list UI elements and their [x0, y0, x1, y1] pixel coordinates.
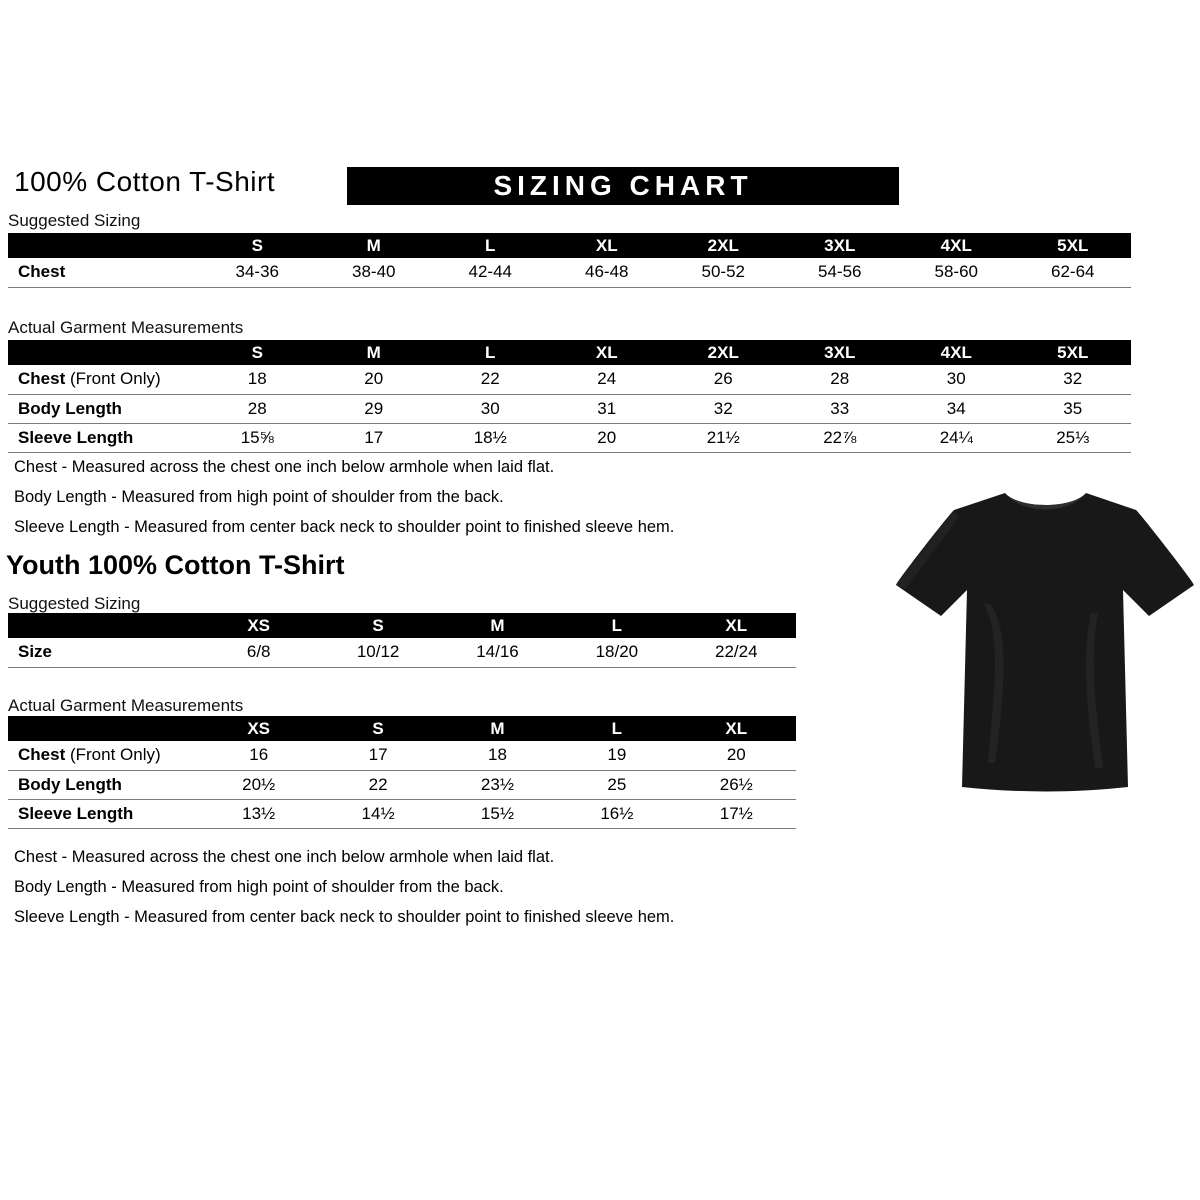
note-sleeve-length: Sleeve Length - Measured from center back neck to shoulder point to finished sleeve hem. [14, 908, 675, 926]
value-cell: 34-36 [199, 258, 316, 287]
row-label-cell: Chest [8, 258, 199, 287]
header-cell: 5XL [1015, 233, 1132, 258]
header-cell: S [199, 340, 316, 365]
value-cell: 46-48 [549, 258, 666, 287]
adult-actual-table [8, 340, 1131, 453]
header-cell: L [557, 716, 676, 741]
header-cell: S [318, 613, 437, 638]
value-cell: 18/20 [557, 638, 676, 667]
header-blank-cell [8, 613, 199, 638]
value-cell: 34 [898, 394, 1015, 423]
value-cell: 24¼ [898, 423, 1015, 452]
value-cell: 25⅓ [1015, 423, 1132, 452]
value-cell: 18 [199, 365, 316, 394]
header-cell: XS [199, 716, 318, 741]
header-row [8, 613, 796, 638]
header-row [8, 233, 1131, 258]
header-cell: 5XL [1015, 340, 1132, 365]
table-row [8, 423, 1131, 452]
value-cell: 17 [318, 741, 437, 770]
value-cell: 16 [199, 741, 318, 770]
value-cell: 15½ [438, 799, 557, 828]
note-chest: Chest - Measured across the chest one inch below armhole when laid flat. [14, 848, 555, 866]
header-cell: XL [677, 613, 796, 638]
adult-actual-label: Actual Garment Measurements [8, 318, 244, 337]
header-row [8, 340, 1131, 365]
value-cell: 42-44 [432, 258, 549, 287]
table-row [8, 799, 796, 828]
note-body-length: Body Length - Measured from high point of shoulder from the back. [14, 488, 504, 506]
row-label-cell: Size [8, 638, 199, 667]
value-cell: 29 [316, 394, 433, 423]
tshirt-silhouette [893, 463, 1198, 815]
value-cell: 10/12 [318, 638, 437, 667]
value-cell: 20 [677, 741, 796, 770]
value-cell: 14/16 [438, 638, 557, 667]
value-cell: 21½ [665, 423, 782, 452]
value-cell: 50-52 [665, 258, 782, 287]
value-cell: 6/8 [199, 638, 318, 667]
note-body-length: Body Length - Measured from high point of shoulder from the back. [14, 878, 504, 896]
value-cell: 19 [557, 741, 676, 770]
value-cell: 26½ [677, 770, 796, 799]
value-cell: 22⅞ [782, 423, 899, 452]
adult-suggested-table [8, 233, 1131, 288]
youth-suggested-table [8, 613, 796, 668]
value-cell: 13½ [199, 799, 318, 828]
row-label-cell [8, 365, 199, 394]
value-cell: 20 [549, 423, 666, 452]
row-label-cell [8, 770, 199, 799]
value-cell: 22/24 [677, 638, 796, 667]
value-cell: 22 [318, 770, 437, 799]
header-cell: XL [549, 340, 666, 365]
row-label-cell [8, 423, 199, 452]
value-cell: 62-64 [1015, 258, 1132, 287]
header-cell: S [199, 233, 316, 258]
header-blank-cell [8, 233, 199, 258]
table-row [8, 770, 796, 799]
row-label-note: (Front Only) [65, 745, 161, 765]
row-label-text: Body Length [18, 398, 122, 418]
value-cell: 17½ [677, 799, 796, 828]
tshirt-image [893, 463, 1198, 815]
header-blank-cell [8, 340, 199, 365]
row-label-note: (Front Only) [65, 369, 161, 389]
note-sleeve-length: Sleeve Length - Measured from center back neck to shoulder point to finished sleeve hem. [14, 518, 675, 536]
value-cell: 38-40 [316, 258, 433, 287]
table-row [8, 394, 1131, 423]
header-cell: L [557, 613, 676, 638]
value-cell: 25 [557, 770, 676, 799]
adult-suggested-label: Suggested Sizing [8, 211, 141, 230]
sizing-chart-banner-text: SIZING CHART [493, 170, 753, 201]
header-cell: 2XL [665, 340, 782, 365]
table-row [8, 258, 1131, 287]
value-cell: 54-56 [782, 258, 899, 287]
youth-actual-label: Actual Garment Measurements [8, 696, 244, 715]
header-cell: M [316, 233, 433, 258]
header-cell: S [318, 716, 437, 741]
youth-title: Youth 100% Cotton T-Shirt [6, 550, 345, 580]
youth-actual-table [8, 716, 796, 829]
header-cell: XL [549, 233, 666, 258]
value-cell: 28 [199, 394, 316, 423]
header-cell: XS [199, 613, 318, 638]
table-row [8, 365, 1131, 394]
row-label-cell [8, 394, 199, 423]
value-cell: 30 [898, 365, 1015, 394]
value-cell: 24 [549, 365, 666, 394]
value-cell: 28 [782, 365, 899, 394]
header-cell: M [438, 716, 557, 741]
value-cell: 14½ [318, 799, 437, 828]
youth-suggested-label: Suggested Sizing [8, 594, 141, 613]
header-cell: XL [677, 716, 796, 741]
value-cell: 17 [316, 423, 433, 452]
sizing-chart-banner [347, 167, 899, 205]
header-cell: 4XL [898, 233, 1015, 258]
value-cell: 35 [1015, 394, 1132, 423]
value-cell: 22 [432, 365, 549, 394]
page-title: 100% Cotton T-Shirt [14, 166, 276, 197]
row-label-text: Chest [18, 745, 66, 765]
header-cell: L [432, 340, 549, 365]
adult-measurement-notes [14, 452, 674, 542]
value-cell: 33 [782, 394, 899, 423]
value-cell: 18½ [432, 423, 549, 452]
value-cell: 58-60 [898, 258, 1015, 287]
header-cell: 3XL [782, 340, 899, 365]
header-cell: 3XL [782, 233, 899, 258]
youth-measurement-notes [14, 842, 674, 932]
header-cell: 2XL [665, 233, 782, 258]
table-row [8, 741, 796, 770]
header-cell: M [438, 613, 557, 638]
note-chest: Chest - Measured across the chest one inch below armhole when laid flat. [14, 458, 555, 476]
header-cell: M [316, 340, 433, 365]
header-cell: L [432, 233, 549, 258]
value-cell: 20½ [199, 770, 318, 799]
value-cell: 32 [1015, 365, 1132, 394]
value-cell: 31 [549, 394, 666, 423]
value-cell: 18 [438, 741, 557, 770]
value-cell: 32 [665, 394, 782, 423]
row-label-cell [8, 741, 199, 770]
value-cell: 23½ [438, 770, 557, 799]
header-cell: 4XL [898, 340, 1015, 365]
header-blank-cell [8, 716, 199, 741]
value-cell: 20 [316, 365, 433, 394]
row-label-text: Body Length [18, 774, 122, 794]
value-cell: 26 [665, 365, 782, 394]
row-label-text: Sleeve Length [18, 803, 134, 823]
table-row [8, 638, 796, 667]
header-row [8, 716, 796, 741]
row-label-text: Sleeve Length [18, 427, 134, 447]
value-cell: 15⅝ [199, 423, 316, 452]
row-label-cell [8, 799, 199, 828]
row-label-text: Chest [18, 369, 66, 389]
value-cell: 30 [432, 394, 549, 423]
value-cell: 16½ [557, 799, 676, 828]
